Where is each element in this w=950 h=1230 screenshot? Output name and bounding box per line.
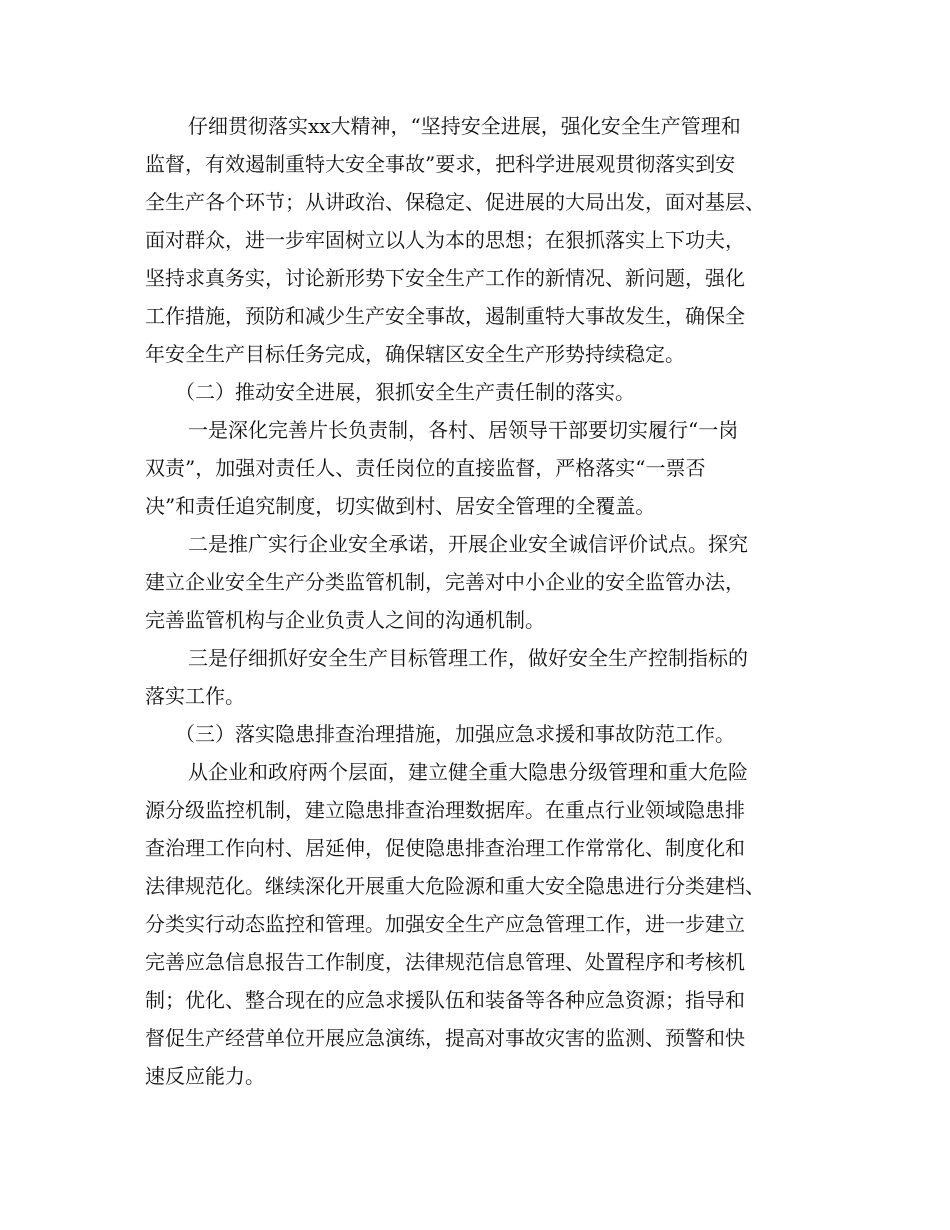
text-line: 二是推广实行企业安全承诺，开展企业安全诚信评价试点。探究: [188, 532, 748, 556]
text-line: 制；优化、整合现在的应急求援队伍和装备等各种应急资源；指导和: [145, 988, 745, 1012]
text-line: 分类实行动态监控和管理。加强安全生产应急管理工作，进一步建立: [145, 912, 745, 936]
text-line: 建立企业安全生产分类监管机制，完善对中小企业的安全监管办法，: [145, 570, 745, 594]
text-line: 坚持求真务实，讨论新形势下安全生产工作的新情况、新问题，强化: [145, 266, 745, 290]
text-line: 三是仔细抓好安全生产目标管理工作，做好安全生产控制指标的: [188, 646, 748, 670]
text-line: 源分级监控机制，建立隐患排查治理数据库。在重点行业领域隐患排: [145, 798, 745, 822]
text-line: 一是深化完善片长负责制，各村、居领导干部要切实履行“一岗: [188, 418, 739, 442]
text-line: 年安全生产目标任务完成，确保辖区安全生产形势持续稳定。: [145, 342, 685, 366]
section-heading: （二）推动安全进展，狠抓安全生产责任制的落实。: [175, 380, 635, 404]
text-line: 决”和责任追究制度，切实做到村、居安全管理的全覆盖。: [145, 494, 656, 518]
text-line: 工作措施，预防和减少生产安全事故，遏制重特大事故发生，确保全: [145, 304, 745, 328]
text-line: 面对群众，进一步牢固树立以人为本的思想；在狠抓落实上下功夫，: [145, 228, 745, 252]
text-line: 落实工作。: [145, 684, 245, 708]
text-line: 完善监管机构与企业负责人之间的沟通机制。: [145, 608, 545, 632]
text-line: 速反应能力。: [145, 1064, 265, 1088]
section-heading: （三）落实隐患排查治理措施，加强应急求援和事故防范工作。: [175, 722, 735, 746]
text-line: 督促生产经营单位开展应急演练，提高对事故灾害的监测、预警和快: [145, 1026, 745, 1050]
text-line: 法律规范化。继续深化开展重大危险源和重大安全隐患进行分类建档、: [145, 874, 765, 898]
text-line: 监督，有效遏制重特大安全事故”要求，把科学进展观贯彻落实到安: [145, 152, 736, 176]
text-line: 双责”，加强对责任人、责任岗位的直接监督，严格落实“一票否: [145, 456, 706, 480]
text-line: 从企业和政府两个层面，建立健全重大隐患分级管理和重大危险: [188, 760, 748, 784]
text-line: 全生产各个环节；从讲政治、保稳定、促进展的大局出发，面对基层、: [145, 190, 765, 214]
text-line: 仔细贯彻落实xx大精神，“坚持安全进展，强化安全生产管理和: [188, 114, 741, 138]
text-line: 完善应急信息报告工作制度，法律规范信息管理、处置程序和考核机: [145, 950, 745, 974]
text-line: 查治理工作向村、居延伸，促使隐患排查治理工作常常化、制度化和: [145, 836, 745, 860]
